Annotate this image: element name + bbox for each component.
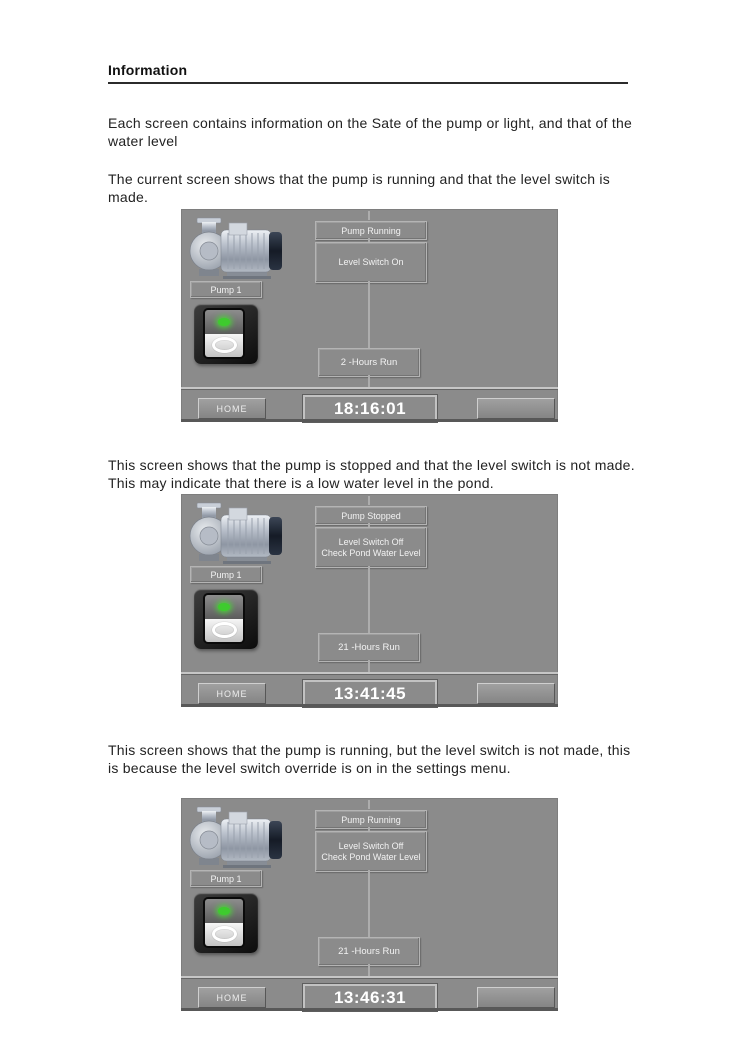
paragraph-pump-stopped: This screen shows that the pump is stopped and that the level switch is not made. This may indicate that there is a low water level in the pond. bbox=[108, 457, 635, 491]
home-button: HOME bbox=[198, 398, 266, 419]
switch-face bbox=[205, 595, 243, 642]
pump-3d-image bbox=[187, 500, 287, 568]
title-underline bbox=[108, 82, 628, 84]
rocker-switch-icon bbox=[194, 304, 258, 364]
bottom-edge bbox=[181, 419, 558, 422]
level-switch-box bbox=[315, 527, 427, 568]
footer-separator bbox=[181, 672, 558, 674]
pump-status-label: Pump Running bbox=[341, 225, 401, 236]
pump-name-box: Pump 1 bbox=[190, 566, 262, 583]
green-led-icon bbox=[218, 907, 230, 915]
hmi-screenshot-override bbox=[181, 798, 558, 1011]
switch-face bbox=[205, 310, 243, 357]
connector-line bbox=[368, 281, 370, 348]
connector-tick bbox=[368, 800, 370, 809]
pump-3d-image bbox=[187, 804, 287, 872]
blank-button bbox=[477, 987, 555, 1008]
bottom-edge bbox=[181, 704, 558, 707]
section-header bbox=[108, 62, 628, 84]
paragraph-each-screen: Each screen contains information on the Sate of the pump or light, and that of the water level bbox=[108, 115, 633, 149]
paragraph-current-screen: The current screen shows that the pump is running and that the level switch is made. bbox=[108, 171, 610, 205]
clock-display: 13:46:31 bbox=[303, 984, 437, 1011]
level-switch-sublabel: Check Pond Water Level bbox=[321, 851, 421, 862]
level-switch-box bbox=[315, 831, 427, 872]
connector-tick bbox=[368, 496, 370, 505]
clock-display: 13:41:45 bbox=[303, 680, 437, 707]
rocker-switch-icon bbox=[194, 893, 258, 953]
level-switch-label: Level Switch Off bbox=[338, 840, 404, 851]
green-led-icon bbox=[218, 603, 230, 611]
clock-display: 18:16:01 bbox=[303, 395, 437, 422]
page-title: Information bbox=[108, 62, 188, 78]
pump-status-box bbox=[315, 221, 427, 240]
level-switch-sublabel: Check Pond Water Level bbox=[321, 547, 421, 558]
switch-bottom-half bbox=[205, 923, 243, 947]
home-button: HOME bbox=[198, 987, 266, 1008]
pump-status-box bbox=[315, 506, 427, 525]
switch-top-half bbox=[205, 595, 243, 619]
off-symbol-icon bbox=[212, 622, 237, 638]
connector-line bbox=[368, 566, 370, 633]
switch-bottom-half bbox=[205, 619, 243, 643]
pump-name-box: Pump 1 bbox=[190, 870, 262, 887]
rocker-switch-icon bbox=[194, 589, 258, 649]
bottom-edge bbox=[181, 1008, 558, 1011]
blank-button bbox=[477, 398, 555, 419]
off-symbol-icon bbox=[212, 926, 237, 942]
pump-status-label: Pump Running bbox=[341, 814, 401, 825]
hours-run-box: 21 -Hours Run bbox=[318, 633, 420, 662]
hours-run-box: 21 -Hours Run bbox=[318, 937, 420, 966]
pump-status-label: Pump Stopped bbox=[341, 510, 401, 521]
hmi-screenshot-running bbox=[181, 209, 558, 422]
home-button: HOME bbox=[198, 683, 266, 704]
pump-name-box: Pump 1 bbox=[190, 281, 262, 298]
blank-button bbox=[477, 683, 555, 704]
footer-separator bbox=[181, 976, 558, 978]
level-switch-label: Level Switch On bbox=[338, 257, 404, 267]
pump-3d-image bbox=[187, 215, 287, 283]
connector-line bbox=[368, 870, 370, 937]
level-switch-label: Level Switch Off bbox=[338, 536, 404, 547]
switch-bottom-half bbox=[205, 334, 243, 358]
switch-face bbox=[205, 899, 243, 946]
footer-separator bbox=[181, 387, 558, 389]
green-led-icon bbox=[218, 318, 230, 326]
switch-top-half bbox=[205, 899, 243, 923]
switch-top-half bbox=[205, 310, 243, 334]
off-symbol-icon bbox=[212, 337, 237, 353]
pump-status-box bbox=[315, 810, 427, 829]
hmi-screenshot-stopped bbox=[181, 494, 558, 707]
paragraph-override: This screen shows that the pump is running, but the level switch is not made, this is because the level switch override is on in the settings menu. bbox=[108, 742, 631, 776]
hours-run-box: 2 -Hours Run bbox=[318, 348, 420, 377]
connector-tick bbox=[368, 211, 370, 220]
level-switch-box bbox=[315, 242, 427, 283]
